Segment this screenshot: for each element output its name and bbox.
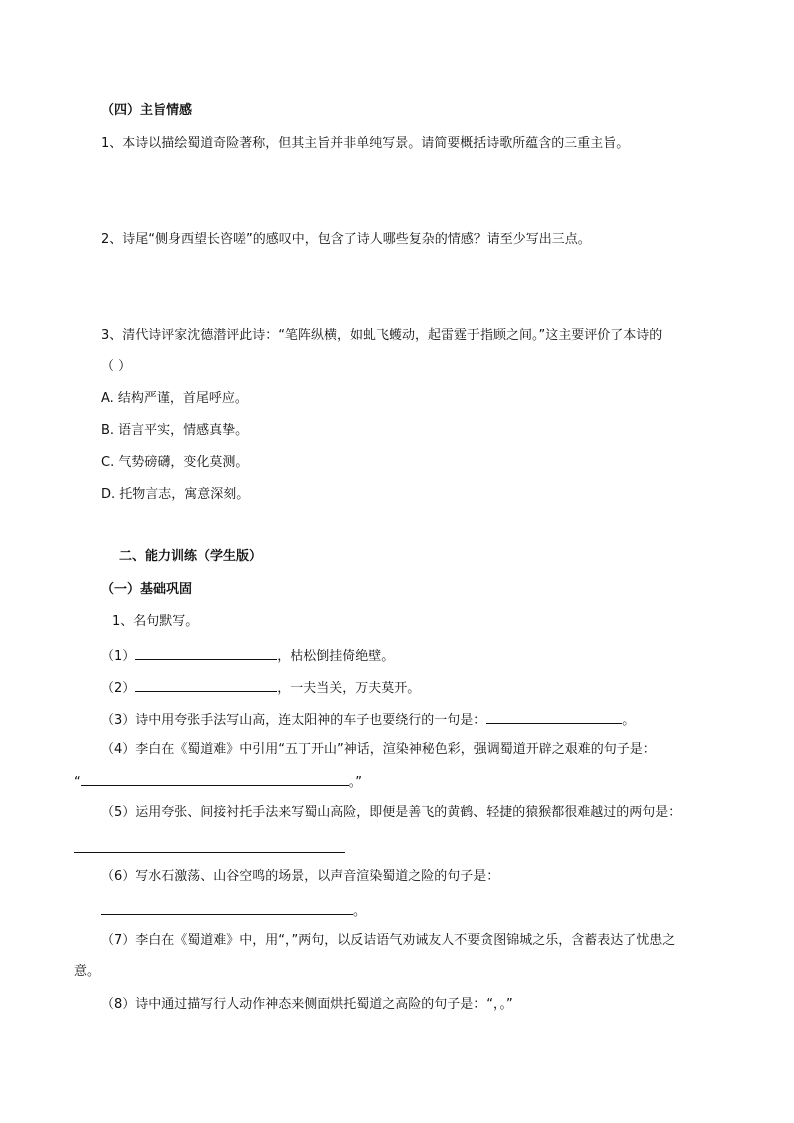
section-heading-theme: （四）主旨情感: [101, 103, 193, 118]
fill-3-text: （3）诗中用夸张手法写山高，连太阳神的车子也要绕行的一句是：: [101, 713, 487, 728]
item-recitation: 1、名句默写。: [112, 614, 199, 629]
option-c: C. 气势磅礴，变化莫测。: [101, 455, 249, 470]
subsection-heading-basics: （一）基础巩固: [101, 582, 193, 597]
fill-5: （5）运用夸张、间接衬托手法来写蜀山高险，即便是善飞的黄鹤、轻捷的猿猴都很难越过的两句是：: [101, 805, 682, 820]
fill-3-blank[interactable]: [486, 709, 622, 724]
option-b: B. 语言平实，情感真挚。: [101, 423, 249, 438]
fill-4-open-quote: “: [74, 775, 81, 790]
fill-7-line1: （7）李白在《蜀道难》中，用“，”两句，以反诘语气劝诫友人不要贪图锦城之乐，含蓄表达了忧患之: [101, 933, 676, 948]
part-heading-ability-training: 二、能力训练（学生版）: [119, 549, 263, 564]
fill-6-blank[interactable]: [101, 900, 353, 915]
fill-2-blank[interactable]: [135, 677, 277, 692]
option-d: D. 托物言志，寓意深刻。: [101, 487, 250, 502]
fill-8: （8）诗中通过描写行人动作神态来侧面烘托蜀道之高险的句子是：“，。”: [101, 997, 513, 1012]
fill-1-blank[interactable]: [135, 645, 277, 660]
fill-7-line2: 意。: [74, 964, 101, 979]
fill-1: [101, 645, 394, 666]
fill-5-blank[interactable]: [74, 852, 345, 853]
question-2: 2、诗尾“侧身西望长咨嗟”的感叹中，包含了诗人哪些复杂的情感？请至少写出三点。: [101, 232, 591, 247]
fill-2: [101, 677, 420, 698]
fill-6: （6）写水石激荡、山谷空鸣的场景，以声音渲染蜀道之险的句子是：: [101, 869, 500, 884]
question-3-line1: 3、清代诗评家沈德潜评此诗：“笔阵纵横，如虬飞蠖动，起雷霆于指顾之间。”这主要评价了本诗的: [101, 328, 663, 343]
question-3-line2: （ ）: [101, 359, 132, 374]
question-1: 1、本诗以描绘蜀道奇险著称，但其主旨并非单纯写景。请简要概括诗歌所蕴含的三重主旨。: [101, 136, 630, 151]
fill-3-end: 。: [622, 713, 636, 728]
fill-6-answer: [101, 900, 366, 921]
fill-3: [101, 709, 635, 730]
fill-4: （4）李白在《蜀道难》中引用“五丁开山”神话，渲染神秘色彩，强调蜀道开辟之艰难的句子是：: [101, 742, 656, 757]
fill-4-blank[interactable]: [81, 771, 349, 786]
fill-2-text: ，一夫当关，万夫莫开。: [277, 681, 421, 696]
fill-1-text: ，枯松倒挂倚绝壁。: [277, 649, 395, 664]
fill-1-number: （1）: [101, 649, 136, 664]
option-a: A. 结构严谨，首尾呼应。: [101, 391, 248, 406]
fill-4-answer: [74, 771, 362, 792]
fill-4-close: 。”: [348, 775, 362, 790]
fill-6-end: 。: [353, 904, 367, 919]
fill-2-number: （2）: [101, 681, 136, 696]
